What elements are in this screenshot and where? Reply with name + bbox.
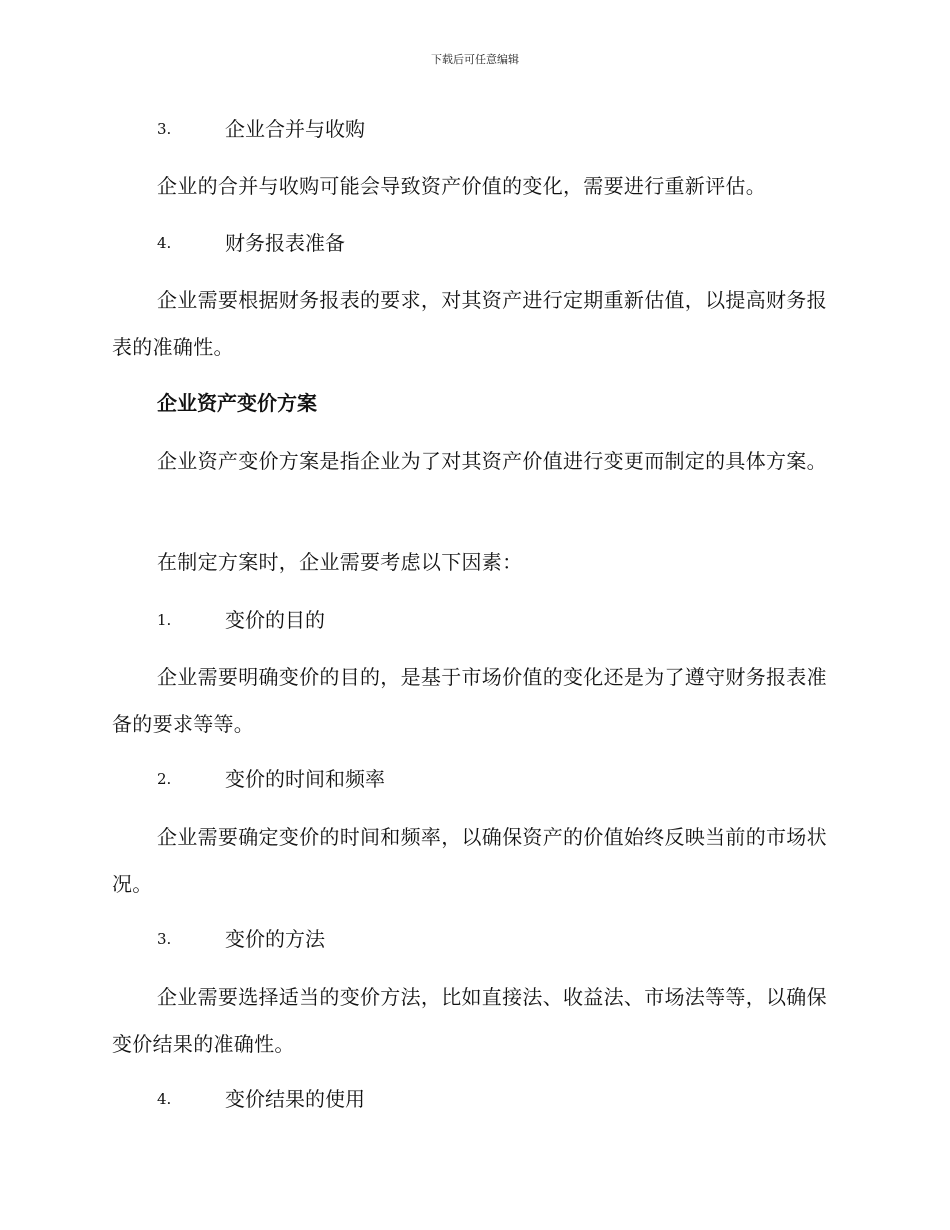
list-item-use — [157, 1084, 365, 1114]
section-title: 企业资产变价方案 — [157, 391, 317, 415]
list-number: 3. — [157, 120, 172, 138]
list-number: 3. — [157, 930, 172, 948]
list-number: 4. — [157, 1090, 172, 1108]
list-item-report — [157, 228, 345, 258]
list-number: 2. — [157, 770, 172, 788]
paragraph-purpose: 企业需要明确变价的目的，是基于市场价值的变化还是为了遵守财务报表准备的要求等等。 — [112, 665, 827, 736]
list-item-label: 企业合并与收购 — [225, 117, 365, 141]
list-number: 1. — [157, 611, 172, 629]
list-item-label: 变价结果的使用 — [225, 1087, 365, 1111]
list-number: 4. — [157, 234, 172, 252]
page-header: 下载后可任意编辑 — [431, 53, 519, 66]
paragraph-merge: 企业的合并与收购可能会导致资产价值的变化，需要进行重新评估。 — [157, 174, 766, 198]
list-item-label: 财务报表准备 — [225, 231, 345, 255]
list-item-label: 变价的目的 — [225, 608, 325, 632]
paragraph-time: 企业需要确定变价的时间和频率，以确保资产的价值始终反映当前的市场状况。 — [112, 825, 827, 896]
list-item-label: 变价的方法 — [225, 927, 325, 951]
list-item-time — [157, 764, 385, 794]
list-item-purpose — [157, 605, 325, 635]
paragraph-factors: 在制定方案时，企业需要考虑以下因素： — [157, 550, 523, 574]
paragraph-intro: 企业资产变价方案是指企业为了对其资产价值进行变更而制定的具体方案。 — [157, 449, 827, 473]
paragraph-method: 企业需要选择适当的变价方法，比如直接法、收益法、市场法等等，以确保变价结果的准确性。 — [112, 985, 827, 1056]
list-item-label: 变价的时间和频率 — [225, 767, 385, 791]
list-item-merge — [157, 114, 365, 144]
list-item-method — [157, 924, 325, 954]
paragraph-report: 企业需要根据财务报表的要求，对其资产进行定期重新估值，以提高财务报表的准确性。 — [112, 288, 827, 359]
